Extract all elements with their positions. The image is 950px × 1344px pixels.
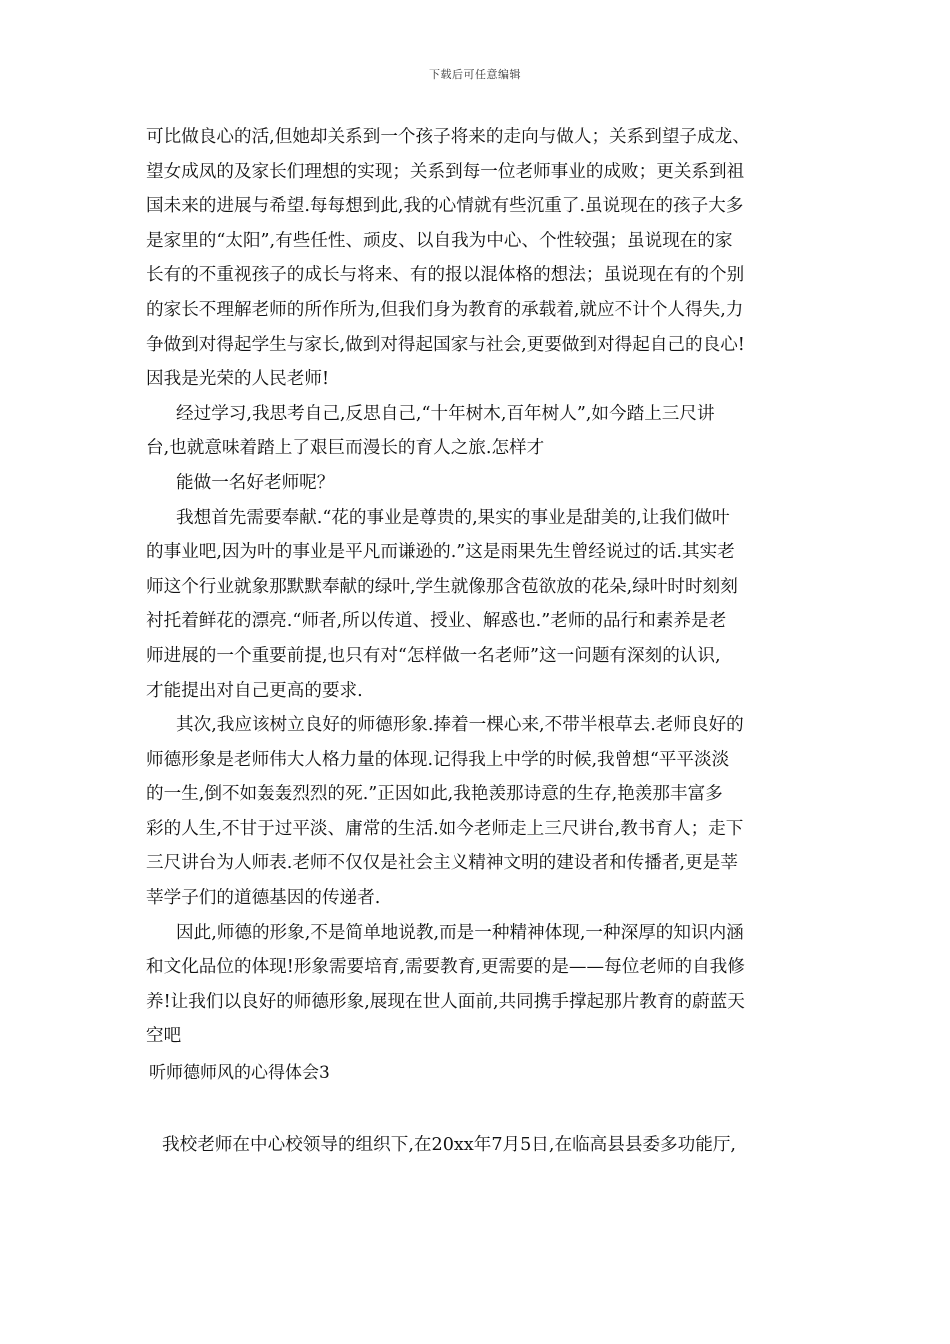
text-line: 的家长不理解老师的所作所为,但我们身为教育的承载着,就应不计个人得失,力 bbox=[146, 299, 744, 320]
spacer bbox=[146, 1090, 811, 1128]
section-title: 听师德师风的心得体会3 bbox=[149, 1063, 330, 1084]
text-line: 长有的不重视孩子的成长与将来、有的报以混体格的想法；虽说现在有的个别 bbox=[146, 265, 745, 286]
text-line: 可比做良心的活,但她却关系到一个孩子将来的走向与做人；关系到望子成龙、 bbox=[146, 127, 750, 147]
text-line: 因我是光荣的人民老师! bbox=[146, 369, 330, 390]
text-line: 是家里的“太阳”,有些任性、顽皮、以自我为中心、个性较强；虽说现在的家 bbox=[146, 230, 733, 251]
text-line: 争做到对得起学生与家长,做到对得起国家与社会,更要做到对得起自己的良心! bbox=[146, 334, 745, 355]
text-line: 师这个行业就象那默默奉献的绿叶,学生就像那含苞欲放的花朵,绿叶时时刻刻 bbox=[146, 576, 738, 597]
text-line: 才能提出对自己更高的要求. bbox=[146, 680, 363, 701]
text-line: 养!让我们以良好的师德形象,展现在世人面前,共同携手撑起那片教育的蔚蓝天 bbox=[146, 991, 745, 1012]
text-line: 的事业吧,因为叶的事业是平凡而谦逊的.”这是雨果先生曾经说过的话.其实老 bbox=[146, 542, 735, 563]
text-line: 师德形象是老师伟大人格力量的体现.记得我上中学的时候,我曾想“平平淡淡 bbox=[146, 749, 730, 770]
text-line: 望女成凤的及家长们理想的实现；关系到每一位老师事业的成败；更关系到祖 bbox=[146, 161, 745, 182]
text-line: 我想首先需要奉献.“花的事业是尊贵的,果实的事业是甜美的,让我们做叶 bbox=[176, 507, 730, 528]
text-line: 彩的人生,不甘于过平淡、庸常的生活.如今老师走上三尺讲台,教书育人；走下 bbox=[146, 818, 744, 839]
text-line: 师进展的一个重要前提,也只有对“怎样做一名老师”这一问题有深刻的认识, bbox=[146, 645, 721, 666]
page-header: 下载后可任意编辑 bbox=[429, 68, 521, 81]
text-line: 空吧 bbox=[146, 1026, 182, 1047]
text-line: 的一生,倒不如轰轰烈烈的死.”正因如此,我艳羡那诗意的生存,艳羡那丰富多 bbox=[146, 784, 723, 805]
text-line: 台,也就意味着踏上了艰巨而漫长的育人之旅.怎样才 bbox=[146, 438, 545, 459]
text-line: 因此,师德的形象,不是简单地说教,而是一种精神体现,一种深厚的知识内涵 bbox=[176, 922, 744, 943]
text-line: 莘学子们的道德基因的传递者. bbox=[146, 888, 381, 909]
text-line: 能做一名好老师呢？ bbox=[176, 472, 335, 493]
text-line: 三尺讲台为人师表.老师不仅仅是社会主义精神文明的建设者和传播者,更是莘 bbox=[146, 853, 738, 874]
text-line: 衬托着鲜花的漂亮.“师者,所以传道、授业、解惑也.”老师的品行和素养是老 bbox=[146, 611, 727, 632]
text-line: 其次,我应该树立良好的师德形象.捧着一棵心来,不带半根草去.老师良好的 bbox=[176, 715, 744, 736]
text-line: 我校老师在中心校领导的组织下,在20xx年7月5日,在临高县县委多功能厅, bbox=[162, 1135, 737, 1156]
text-line: 经过学习,我思考自己,反思自己,“十年树木,百年树人”,如今踏上三尺讲 bbox=[176, 403, 715, 424]
text-line: 和文化品位的体现!形象需要培育,需要教育,更需要的是——每位老师的自我修 bbox=[146, 957, 745, 978]
document-body bbox=[146, 120, 811, 1163]
text-line: 国未来的进展与希望.每每想到此,我的心情就有些沉重了.虽说现在的孩子大多 bbox=[146, 196, 744, 217]
